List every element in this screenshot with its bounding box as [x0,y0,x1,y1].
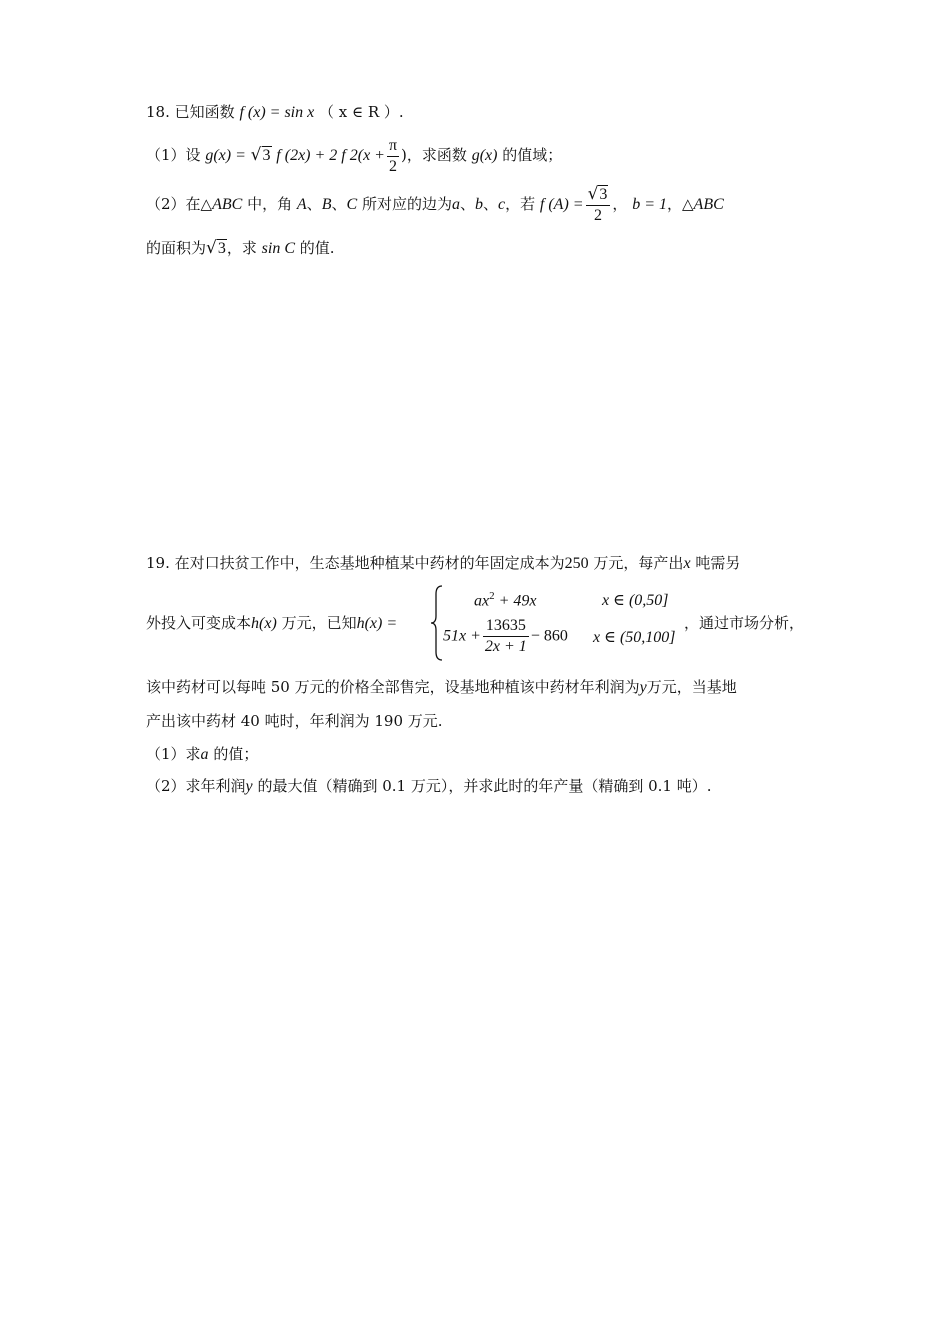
sqrt-symbol: √ [250,145,262,165]
piecewise-case-2-domain: x ∈ (50,100] [593,629,676,646]
question-18-part-2: （2）在△ABC 中，角 A、B、C 所对应的边为a、b、c，若 f (A) = $\frac{√3}{2}$ ， b = 1，△ABC [146,184,724,224]
fraction-sqrt3-over-2: $\frac{√3}{2}$ [586,184,611,226]
question-19-line-1: 19. 在对口扶贫工作中，生态基地种植某中药材的年固定成本为250 万元，每产出x 吨需另 [146,554,741,572]
question-19-line-4: 产出该中药材 40 吨时，年利润为 190 万元. [146,712,443,730]
piecewise-case-1-domain: x ∈ (0,50] [602,592,669,609]
fraction-pi-over-2: $\frac{\pi}{2}$ [388,136,398,175]
question-19-line-2-tail: ，通过市场分析， [684,614,805,632]
question-18-stem: 18. 已知函数 f (x) = sin x （ x ∈ R ）. [146,103,404,121]
question-19-line-3: 该中药材可以每吨 50 万元的价格全部售完，设基地种植该中药材年利润为y万元，当基地 [146,678,737,696]
question-18-part-2-line-2: 的面积为√3，求 sin C 的值. [146,238,335,258]
fraction-13635: $\frac{13635}{2x + 1}$ [484,617,527,655]
question-19-line-2: 外投入可变成本h(x) 万元，已知h(x) = [146,614,398,632]
question-18-part-1: （1）设 g(x) = √3 f (2x) + 2 f 2(x + $\frac{\pi}{2}$ )，求函数 g(x) 的值域； [146,136,563,175]
question-19-part-2: （2）求年利润y 的最大值（精确到 0.1 万元），并求此时的年产量（精确到 0.1 吨）. [146,777,712,795]
piecewise-case-2-expression: 51x + $\frac{13635}{2x + 1}$ − 860 [443,617,568,655]
question-19-part-1: （1）求a 的值； [146,745,259,763]
piecewise-case-1-expression: $ax^2 + 49x$ [474,590,537,610]
